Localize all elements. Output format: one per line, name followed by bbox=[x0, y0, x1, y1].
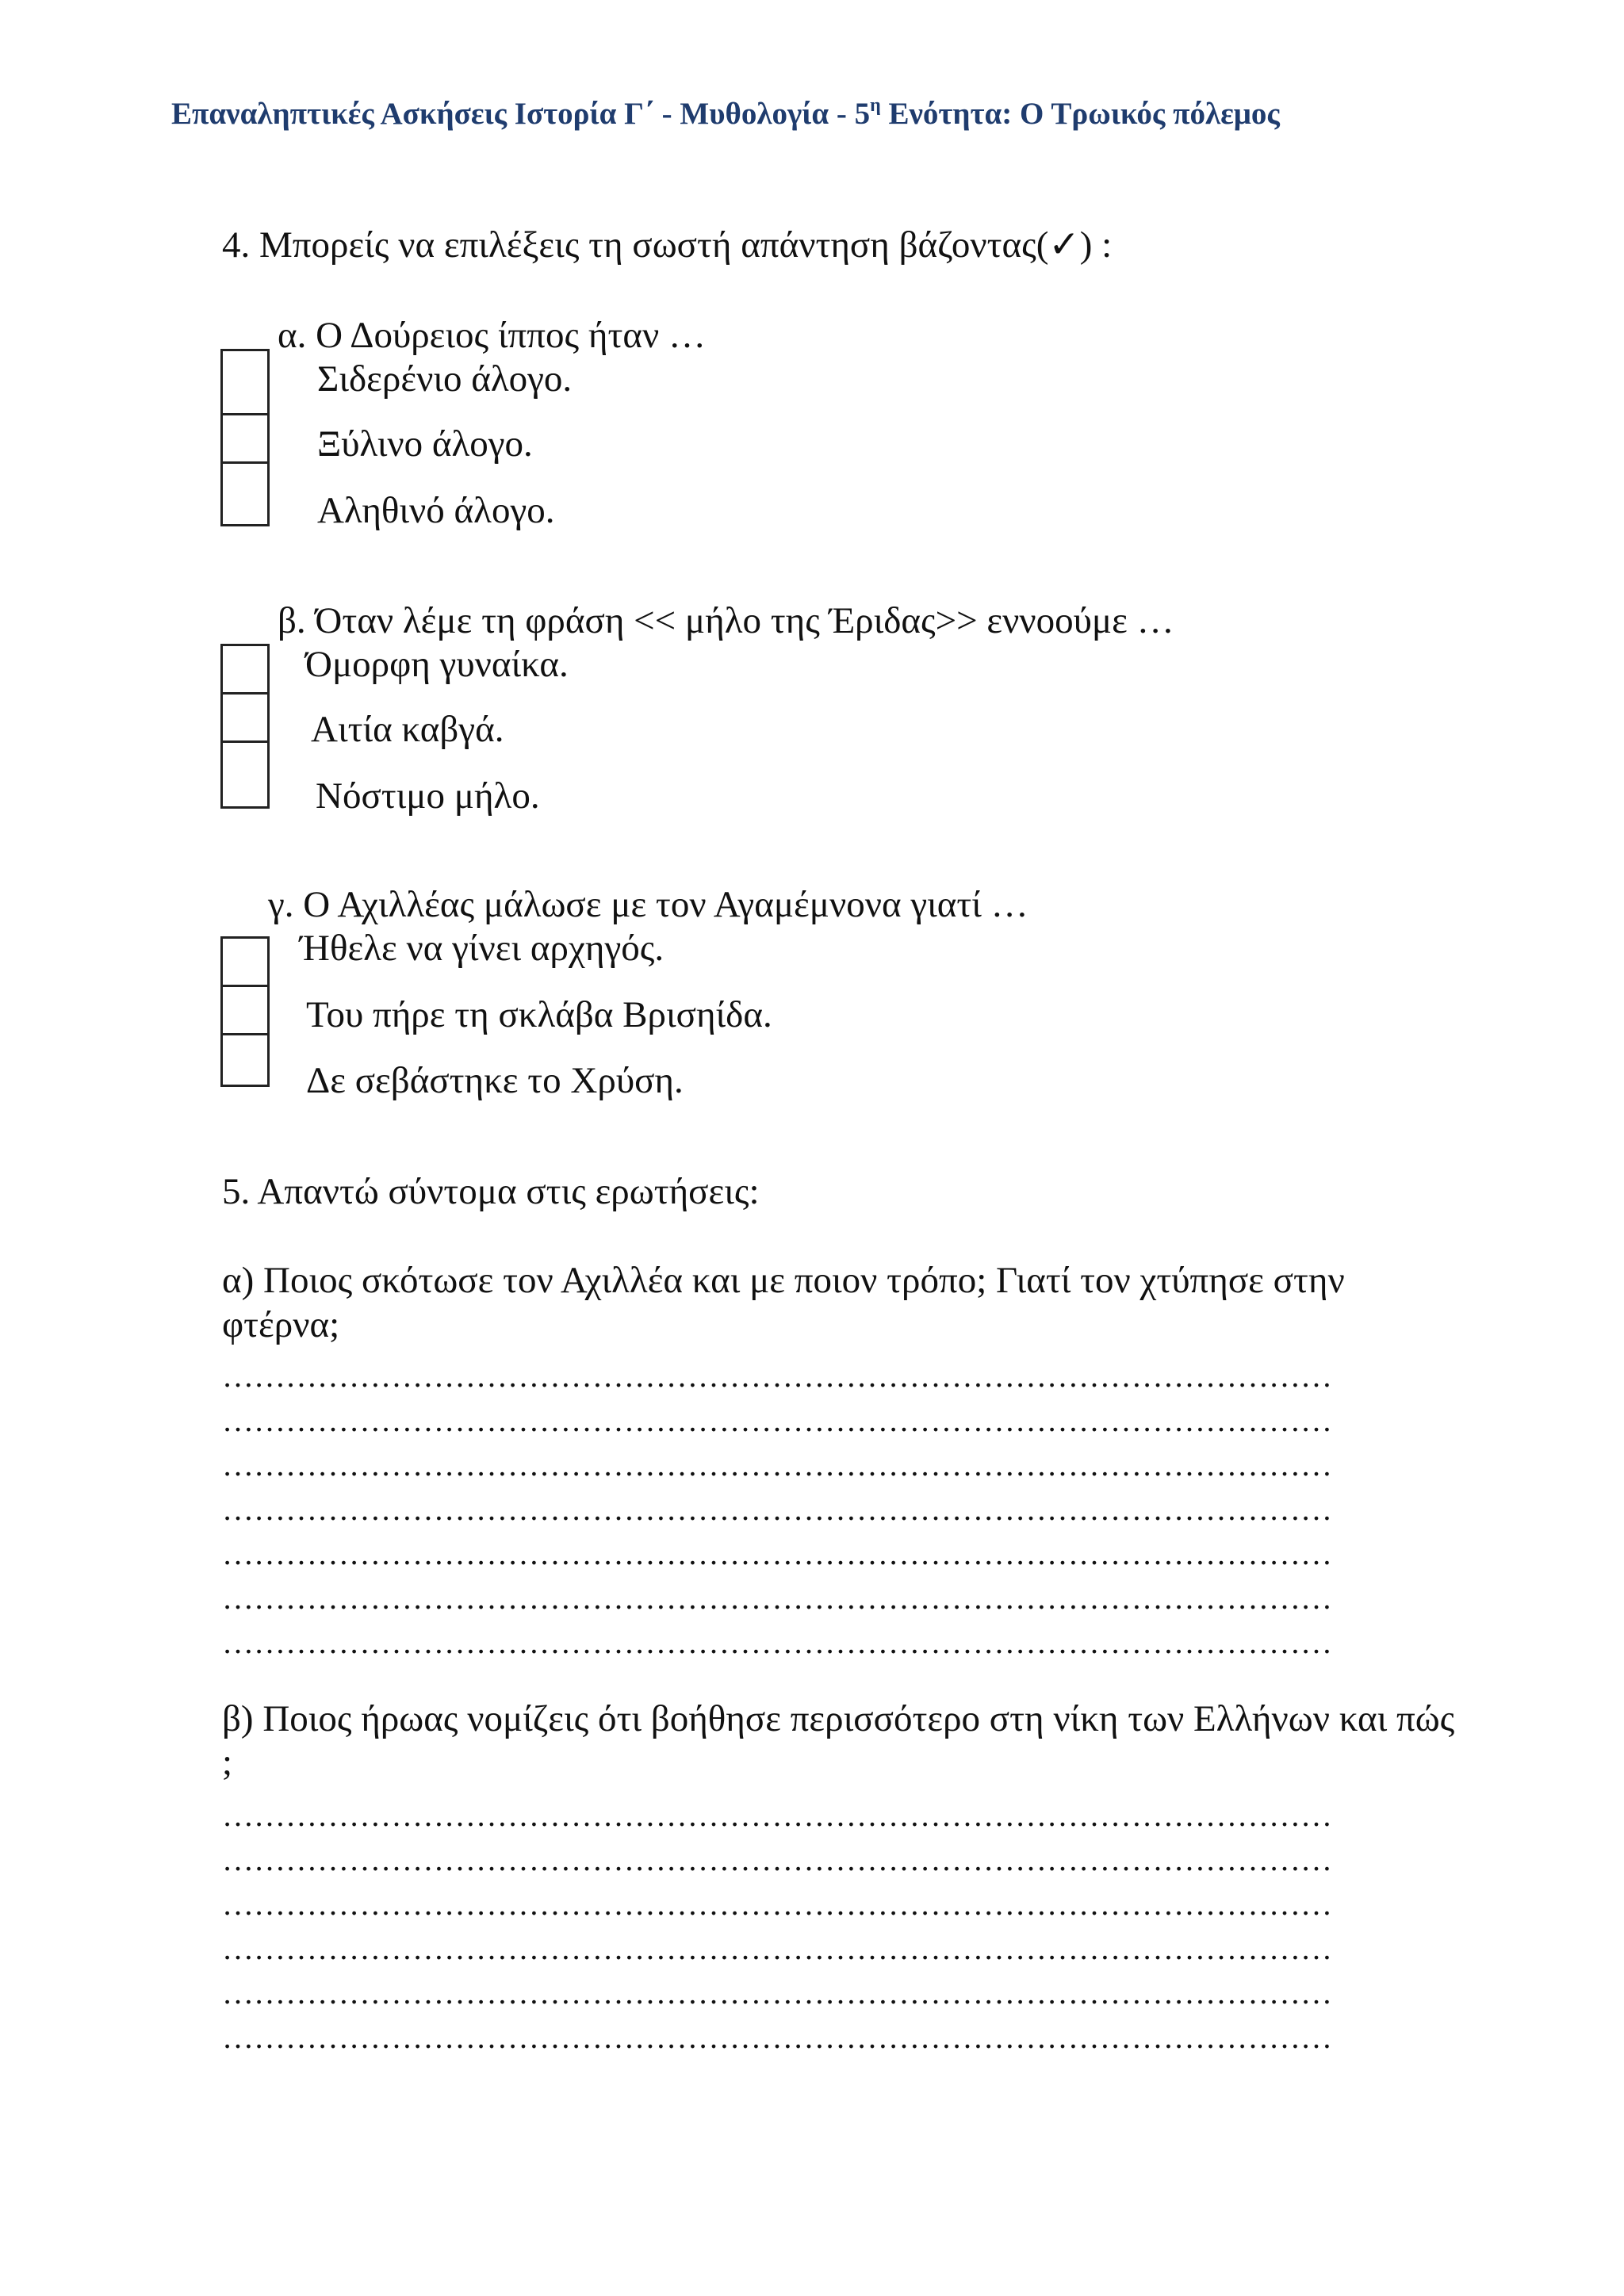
question-5-title: 5. Απαντώ σύντομα στις ερωτήσεις: bbox=[222, 1171, 760, 1212]
question-5b-line1: β) Ποιος ήρωας νομίζεις ότι βοήθησε περισσότερο στη νίκη των Ελλήνων και πώς bbox=[222, 1698, 1455, 1739]
question-4-title: 4. Μπορείς να επιλέξεις τη σωστή απάντηση βάζοντας(✓) : bbox=[222, 224, 1113, 266]
answer-line[interactable]: …………………………………………………………………………………………… bbox=[222, 1844, 1332, 1876]
option-4c-1: Ήθελε να γίνει αρχηγός. bbox=[300, 928, 665, 969]
checkbox-4c-2[interactable] bbox=[220, 985, 270, 1035]
header-prefix: Επαναληπτικές Ασκήσεις Ιστορία Γ΄ - Μυθολογία - 5 bbox=[171, 97, 871, 131]
header-superscript: η bbox=[870, 95, 881, 116]
answer-line[interactable]: …………………………………………………………………………………………… bbox=[222, 1800, 1332, 1831]
checkbox-4b-1[interactable] bbox=[220, 644, 270, 695]
checkbox-4a-2[interactable] bbox=[220, 413, 270, 464]
option-4c-2: Του πήρε τη σκλάβα Βρισηίδα. bbox=[306, 994, 772, 1035]
option-4b-1: Όμορφη γυναίκα. bbox=[305, 644, 569, 685]
answer-line[interactable]: …………………………………………………………………………………………… bbox=[222, 1449, 1332, 1481]
checkbox-4a-3[interactable] bbox=[220, 461, 270, 526]
answer-line[interactable]: …………………………………………………………………………………………… bbox=[222, 1360, 1332, 1392]
answer-line[interactable]: …………………………………………………………………………………………… bbox=[222, 2022, 1332, 2053]
answer-line[interactable]: …………………………………………………………………………………………… bbox=[222, 1538, 1332, 1570]
question-5a-line1: α) Ποιος σκότωσε τον Αχιλλέα και με ποιον τρόπο; Γιατί τον χτύπησε στην bbox=[222, 1260, 1345, 1301]
answer-line[interactable]: …………………………………………………………………………………………… bbox=[222, 1888, 1332, 1920]
answer-line[interactable]: …………………………………………………………………………………………… bbox=[222, 1582, 1332, 1614]
question-4b-stem: β. Όταν λέμε τη φράση << μήλο της Έριδας>> εννοούμε … bbox=[278, 600, 1174, 641]
question-4c-stem: γ. Ο Αχιλλέας μάλωσε με τον Αγαμέμνονα γιατί … bbox=[268, 884, 1028, 925]
page-header bbox=[171, 95, 1280, 132]
answer-line[interactable]: …………………………………………………………………………………………… bbox=[222, 1627, 1332, 1659]
answer-line[interactable]: …………………………………………………………………………………………… bbox=[222, 1405, 1332, 1437]
question-4a-stem: α. Ο Δούρειος ίππος ήταν … bbox=[278, 315, 706, 356]
question-5a-line2: φτέρνα; bbox=[222, 1304, 340, 1345]
option-4b-2: Αιτία καβγά. bbox=[311, 709, 504, 750]
question-5b-line2: ; bbox=[222, 1742, 233, 1783]
checkbox-4b-3[interactable] bbox=[220, 740, 270, 809]
checkbox-4c-1[interactable] bbox=[220, 936, 270, 987]
option-4a-1: Σιδερένιο άλογο. bbox=[317, 358, 573, 400]
option-4b-3: Νόστιμο μήλο. bbox=[316, 775, 540, 817]
answer-line[interactable]: …………………………………………………………………………………………… bbox=[222, 1977, 1332, 2009]
answer-line[interactable]: …………………………………………………………………………………………… bbox=[222, 1933, 1332, 1965]
answer-line[interactable]: …………………………………………………………………………………………… bbox=[222, 1494, 1332, 1525]
option-4c-3: Δε σεβάστηκε το Χρύση. bbox=[306, 1060, 684, 1101]
option-4a-2: Ξύλινο άλογο. bbox=[317, 423, 533, 465]
checkbox-4b-2[interactable] bbox=[220, 692, 270, 743]
checkbox-4a-1[interactable] bbox=[220, 349, 270, 415]
option-4a-3: Αληθινό άλογο. bbox=[317, 490, 555, 531]
header-suffix: Ενότητα: Ο Τρωικός πόλεμος bbox=[880, 97, 1280, 131]
checkbox-4c-3[interactable] bbox=[220, 1033, 270, 1087]
